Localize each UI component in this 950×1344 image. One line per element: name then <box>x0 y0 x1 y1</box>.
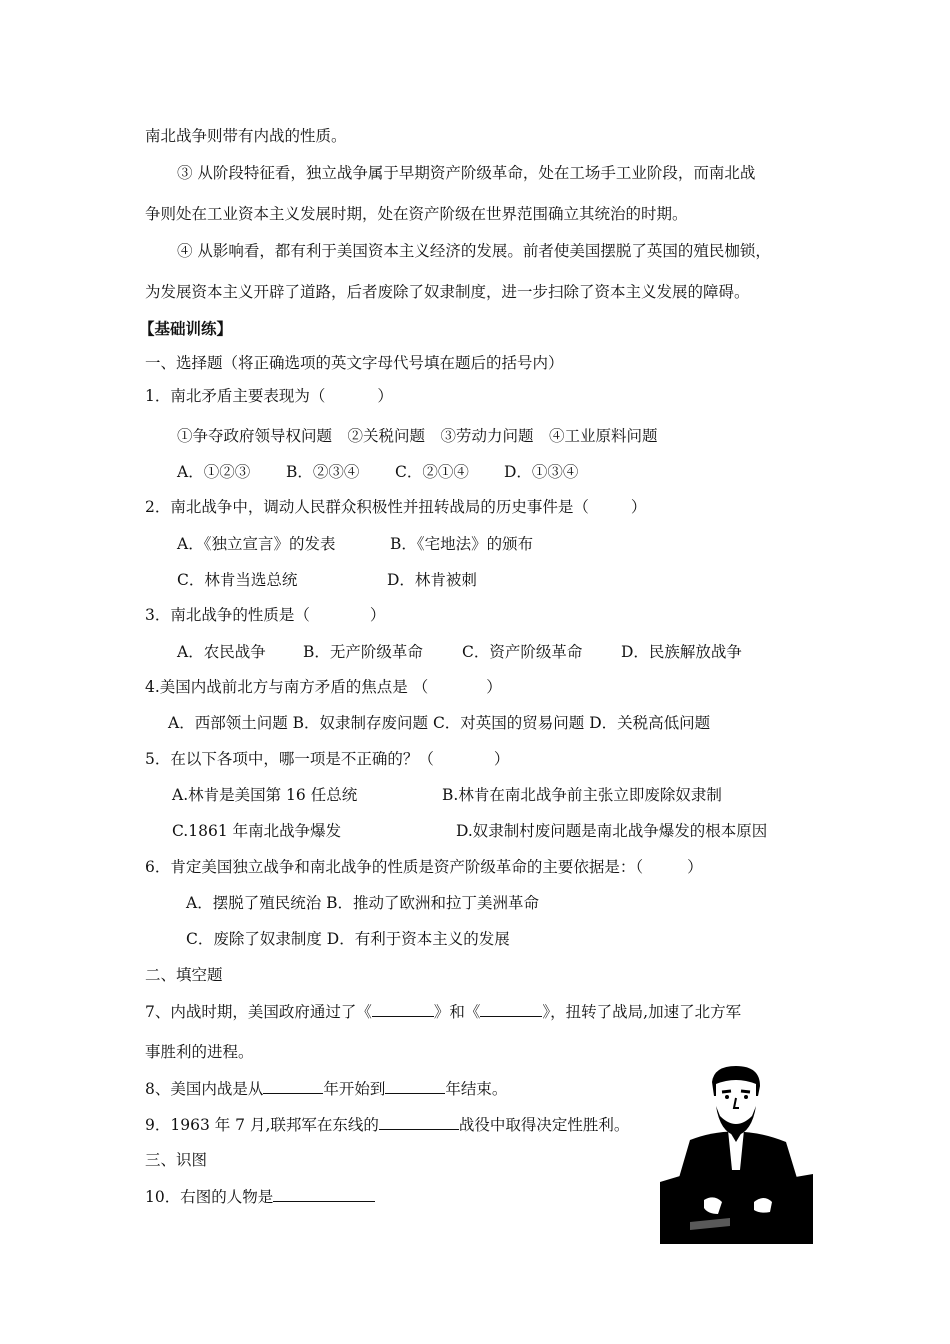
q1-option-a: A．①②③ <box>177 463 251 481</box>
q2-option-d: D．林肯被刺 <box>387 571 477 589</box>
q9-part-1: 9．1963 年 7 月,联邦军在东线的 <box>145 1116 379 1134</box>
q7-part-3: 》，扭转了战局,加速了北方军 <box>542 1003 742 1021</box>
q6-options-cd: C．废除了奴隶制度 D．有利于资本主义的发展 <box>186 930 510 948</box>
q7-line-2: 事胜利的进程。 <box>145 1043 254 1061</box>
q10-line <box>145 1186 375 1207</box>
section-title: 【基础训练】 <box>139 319 233 338</box>
q2-option-c: C．林肯当选总统 <box>177 571 298 589</box>
q3-stem <box>145 605 385 625</box>
q8-part-1: 8、美国内战是从 <box>145 1080 264 1098</box>
q7-part-1: 7、内战时期，美国政府通过了《 <box>145 1003 372 1021</box>
q1-option-c: C．②①④ <box>395 463 469 481</box>
q5-close: ） <box>493 750 510 768</box>
q6-options-ab: A．摆脱了殖民统治 B．推动了欧洲和拉丁美洲革命 <box>186 894 540 912</box>
q2-option-b: B．《宅地法》的颁布 <box>390 535 534 553</box>
q10-part-1: 10．右图的人物是 <box>145 1188 274 1206</box>
q5-stem-text: 5．在以下各项中，哪一项是不正确的？（ <box>145 750 434 768</box>
q2-close: ） <box>630 498 647 516</box>
part2-heading: 二、填空题 <box>145 966 223 984</box>
q5-option-a: A.林肯是美国第 16 任总统 <box>172 786 358 804</box>
q9-blank[interactable] <box>379 1114 459 1130</box>
q2-stem <box>145 497 646 517</box>
q10-blank[interactable] <box>273 1186 375 1202</box>
q3-option-c: C．资产阶级革命 <box>462 643 583 661</box>
q8-line <box>145 1078 507 1099</box>
q7-blank-2[interactable] <box>480 1001 542 1017</box>
q2-option-a: A．《独立宣言》的发表 <box>177 535 336 553</box>
q1-close: ） <box>377 387 393 405</box>
intro-line-5: 为发展资本主义开辟了道路，后者废除了奴隶制度，进一步扫除了资本主义发展的障碍。 <box>145 283 750 301</box>
q4-stem <box>145 677 502 697</box>
q1-stem <box>145 386 393 406</box>
q4-options: A．西部领土问题 B．奴隶制存废问题 C．对英国的贸易问题 D．关税高低问题 <box>168 714 711 732</box>
q3-close: ） <box>369 606 386 624</box>
q3-stem-text: 3．南北战争的性质是（ <box>145 606 310 624</box>
q4-stem-text: 4.美国内战前北方与南方矛盾的焦点是 （ <box>145 678 429 696</box>
q5-stem <box>145 749 509 769</box>
q1-option-b: B．②③④ <box>286 463 360 481</box>
intro-line-3: 争则处在工业资本主义发展时期，处在资产阶级在世界范围确立其统治的时期。 <box>145 205 688 223</box>
intro-line-2: ③ 从阶段特征看，独立战争属于早期资产阶级革命，处在工场手工业阶段，而南北战 <box>177 164 756 182</box>
q1-option-d: D．①③④ <box>504 463 579 481</box>
q2-stem-text: 2．南北战争中，调动人民群众积极性并扭转战局的历史事件是（ <box>145 498 589 516</box>
q7-line-1 <box>145 1001 741 1022</box>
q7-part-2: 》和《 <box>433 1003 481 1021</box>
q1-stem-text: 1．南北矛盾主要表现为（ <box>145 387 326 405</box>
part1-heading: 一、选择题（将正确选项的英文字母代号填在题后的括号内） <box>145 354 564 372</box>
q8-blank-1[interactable] <box>263 1078 323 1094</box>
intro-line-1: 南北战争则带有内战的性质。 <box>145 127 347 145</box>
q6-close: ） <box>687 858 703 876</box>
q9-line <box>145 1114 629 1135</box>
q3-option-d: D．民族解放战争 <box>621 643 742 661</box>
intro-line-4: ④ 从影响看，都有利于美国资本主义经济的发展。前者使美国摆脱了英国的殖民枷锁， <box>177 242 771 260</box>
lincoln-portrait-image <box>660 1062 813 1244</box>
q5-option-b: B.林肯在南北战争前主张立即废除奴隶制 <box>442 786 722 804</box>
q3-option-a: A．农民战争 <box>177 643 266 661</box>
q6-stem-text: 6．肯定美国独立战争和南北战争的性质是资产阶级革命的主要依据是：（ <box>145 858 644 876</box>
q5-option-c: C.1861 年南北战争爆发 <box>172 822 342 840</box>
q8-blank-2[interactable] <box>385 1078 445 1094</box>
q4-close: ） <box>486 678 502 696</box>
q7-blank-1[interactable] <box>372 1001 434 1017</box>
q6-stem <box>145 857 703 877</box>
q8-part-2: 年开始到 <box>323 1080 386 1098</box>
q9-part-2: 战役中取得决定性胜利。 <box>458 1116 630 1134</box>
q1-items: ①争夺政府领导权问题 ②关税问题 ③劳动力问题 ④工业原料问题 <box>177 427 658 445</box>
q3-option-b: B．无产阶级革命 <box>303 643 423 661</box>
q5-option-d: D.奴隶制村废问题是南北战争爆发的根本原因 <box>456 822 768 840</box>
part3-heading: 三、识图 <box>145 1151 208 1169</box>
q8-part-3: 年结束。 <box>445 1080 508 1098</box>
